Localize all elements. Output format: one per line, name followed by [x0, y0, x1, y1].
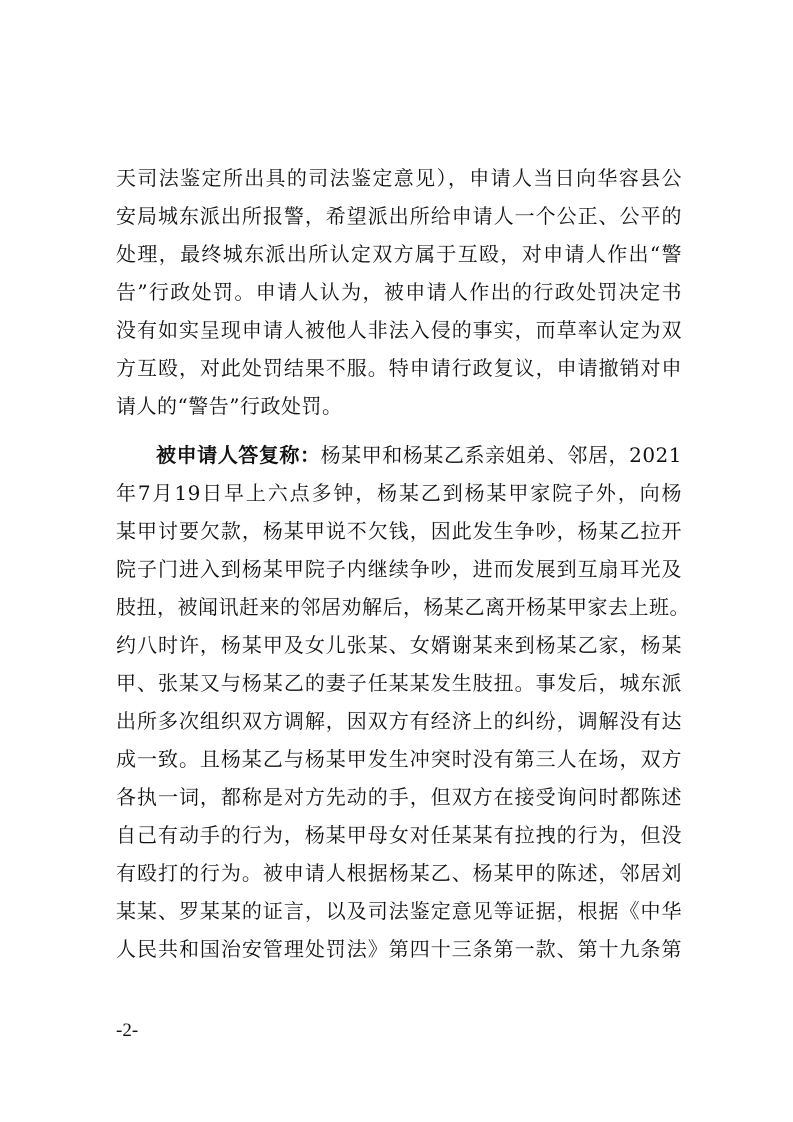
page-number: -2- [116, 1020, 139, 1041]
section-heading: 被申请人答复称： [156, 443, 321, 467]
paragraph-line: 请人的“警告”行政处罚。 [116, 394, 343, 418]
paragraph-line: 某某、罗某某的证言，以及司法鉴定意见等证据，根据《中华 [116, 899, 682, 923]
paragraph-line: 自己有动手的行为，杨某甲母女对任某某有拉拽的行为，但没 [116, 823, 682, 847]
paragraph-line: 处理，最终城东派出所认定双方属于互殴，对申请人作出“警 [116, 242, 682, 266]
paragraph-line: 某甲讨要欠款，杨某甲说不欠钱，因此发生争吵，杨某乙拉开 [116, 519, 682, 543]
paragraph-line: 甲、张某又与杨某乙的妻子任某某发生肢扭。事发后，城东派 [116, 671, 682, 695]
paragraph-line: 天司法鉴定所出具的司法鉴定意见），申请人当日向华容县公 [116, 166, 682, 190]
paragraph-first-line [156, 441, 682, 469]
paragraph-line: 约八时许，杨某甲及女儿张某、女婿谢某来到杨某乙家，杨某 [116, 633, 682, 657]
paragraph-line: 没有如实呈现申请人被他人非法入侵的事实，而草率认定为双 [116, 318, 682, 342]
paragraph-line: 有殴打的行为。被申请人根据杨某乙、杨某甲的陈述，邻居刘 [116, 861, 682, 885]
first-line-text: 杨某甲和杨某乙系亲姐弟、邻居，2021 [320, 443, 683, 467]
paragraph-line: 院子门进入到杨某甲院子内继续争吵，进而发展到互扇耳光及 [116, 557, 682, 581]
paragraph-line: 年7月19日早上六点多钟，杨某乙到杨某甲家院子外，向杨 [116, 481, 682, 505]
paragraph-line: 成一致。且杨某乙与杨某甲发生冲突时没有第三人在场，双方 [116, 747, 682, 771]
paragraph-line: 肢扭，被闻讯赶来的邻居劝解后，杨某乙离开杨某甲家去上班。 [116, 595, 690, 619]
paragraph-line: 告”行政处罚。申请人认为，被申请人作出的行政处罚决定书 [116, 280, 682, 304]
paragraph-line: 人民共和国治安管理处罚法》第四十三条第一款、第十九条第 [116, 937, 682, 961]
paragraph-line: 出所多次组织双方调解，因双方有经济上的纠纷，调解没有达 [116, 709, 682, 733]
paragraph-line: 各执一词，都称是对方先动的手，但双方在接受询问时都陈述 [116, 785, 682, 809]
paragraph-line: 方互殴，对此处罚结果不服。特申请行政复议，申请撤销对申 [116, 356, 682, 380]
paragraph-line: 安局城东派出所报警，希望派出所给申请人一个公正、公平的 [116, 204, 682, 228]
